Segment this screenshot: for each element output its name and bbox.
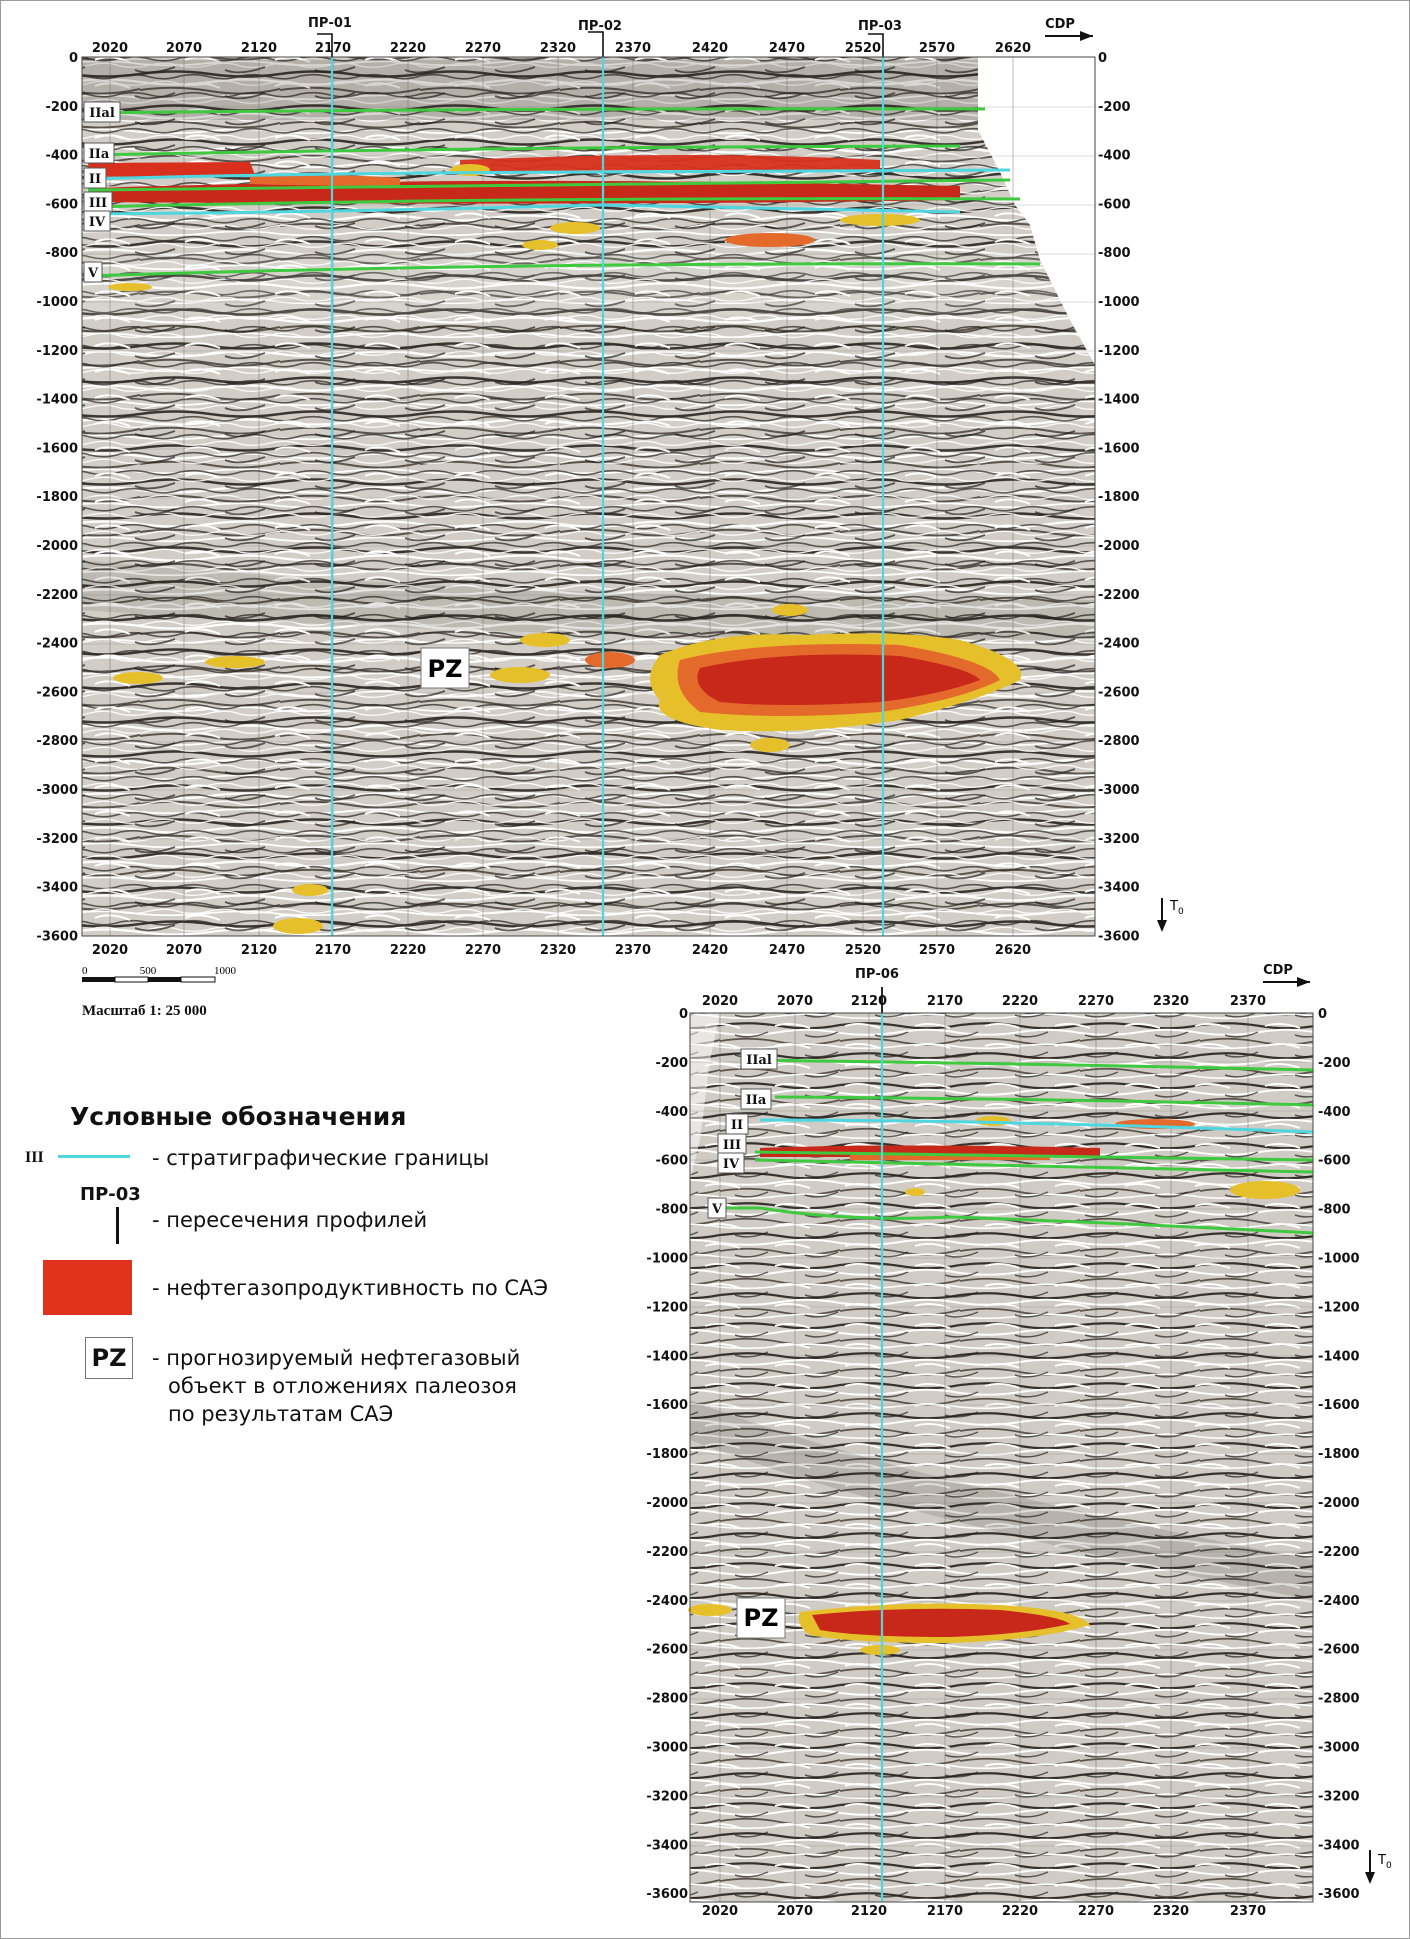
legend-productivity-text: - нефтегазопродуктивность по САЭ [152, 1276, 549, 1300]
cdp-tick-top-bottom: 2420 [691, 943, 729, 958]
time-tick-bottom-left: -2600 [646, 1642, 688, 1658]
time-tick-top-right: -3200 [1098, 831, 1140, 847]
time-tick-top-right: -3600 [1098, 929, 1140, 945]
cdp-tick-top: 2120 [240, 41, 278, 56]
cdp-tick-bottom: 2120 [850, 994, 888, 1009]
horizon-label-IV: IV [88, 215, 106, 230]
time-tick-top-left: -2800 [36, 734, 78, 750]
cdp-tick-bottom-bottom: 2020 [701, 1904, 739, 1919]
cdp-tick-top-bottom: 2070 [165, 943, 203, 958]
time-tick-bottom-right: -3000 [1318, 1740, 1360, 1756]
time-label-bottom: $T_0$ [1378, 1853, 1392, 1871]
legend-boundary-text: - стратиграфические границы [152, 1146, 490, 1170]
time-tick-bottom-left: -3400 [646, 1838, 688, 1854]
cdp-tick-top-bottom: 2320 [539, 943, 577, 958]
time-tick-bottom-right: -3400 [1318, 1838, 1360, 1854]
legend-pz-text-3: по результатам САЭ [168, 1402, 394, 1426]
time-tick-top-left: -1400 [36, 392, 78, 408]
time-tick-bottom-right: -2000 [1318, 1496, 1360, 1511]
time-tick-top-left: -2000 [36, 539, 78, 554]
time-tick-bottom-left: -1200 [646, 1300, 688, 1316]
cdp-tick-bottom-bottom: 2320 [1152, 1904, 1190, 1919]
cdp-tick-top: 2470 [768, 41, 806, 56]
time-tick-top-left: 0 [68, 51, 78, 66]
horizon-label-IIa: IIa [745, 1093, 767, 1108]
scale-tick-0: 0 [82, 965, 88, 977]
cdp-label-top: CDP [1045, 17, 1075, 32]
cdp-tick-bottom: 2370 [1229, 994, 1267, 1009]
cdp-tick-bottom: 2220 [1001, 994, 1039, 1009]
legend-pz-text-1: - прогнозируемый нефтегазовый [152, 1346, 521, 1370]
time-tick-top-left: -800 [45, 246, 78, 262]
time-tick-top-right: -400 [1098, 148, 1131, 164]
time-tick-top-right: -3400 [1098, 880, 1140, 896]
time-tick-bottom-left: -1800 [646, 1447, 688, 1463]
time-tick-bottom-right: -3600 [1318, 1887, 1360, 1903]
time-tick-bottom-left: -1000 [646, 1251, 688, 1267]
pz-label-top: PZ [427, 655, 463, 683]
time-tick-top-left: -2600 [36, 685, 78, 701]
horizon-label-V: V [87, 266, 99, 281]
horizon-label-V: V [711, 1202, 723, 1217]
time-tick-bottom-right: -2800 [1318, 1691, 1360, 1707]
scale-tick-500: 500 [139, 965, 157, 977]
cdp-tick-top: 2520 [844, 41, 882, 56]
time-tick-bottom-right: -400 [1318, 1104, 1351, 1120]
cdp-tick-bottom: 2020 [701, 994, 739, 1009]
time-tick-top-right: -1600 [1098, 441, 1140, 457]
legend-boundary-line [58, 1155, 130, 1158]
profile-label-pr02: ПР-02 [578, 19, 622, 34]
time-tick-top-left: -1000 [36, 295, 78, 310]
time-tick-top-right: -1200 [1098, 343, 1140, 359]
cdp-tick-bottom-bottom: 2120 [850, 1904, 888, 1919]
time-tick-bottom-right: -2600 [1318, 1642, 1360, 1658]
cdp-tick-top: 2620 [994, 41, 1032, 56]
time-tick-bottom-left: -400 [655, 1104, 688, 1120]
legend-profile-text: - пересечения профилей [152, 1208, 428, 1232]
cdp-tick-bottom-bottom: 2270 [1077, 1904, 1115, 1919]
horizon-label-IIal: IIal [89, 106, 115, 121]
time-tick-bottom-left: -800 [655, 1202, 688, 1218]
time-tick-top-left: -2200 [36, 587, 78, 603]
time-label-top: $T_0$ [1170, 899, 1184, 917]
time-tick-bottom-right: 0 [1318, 1007, 1328, 1022]
cdp-tick-top-bottom: 2170 [314, 943, 352, 958]
time-tick-top-right: 0 [1098, 51, 1108, 66]
time-tick-top-right: -2400 [1098, 636, 1140, 652]
time-tick-bottom-right: -1600 [1318, 1398, 1360, 1414]
cdp-tick-top: 2070 [165, 41, 203, 56]
time-tick-top-left: -3200 [36, 831, 78, 847]
horizon-label-IIa: IIa [88, 147, 110, 162]
cdp-tick-top-bottom: 2370 [614, 943, 652, 958]
time-tick-bottom-left: -200 [655, 1055, 688, 1071]
time-tick-top-left: -3000 [36, 783, 78, 798]
time-tick-top-right: -2000 [1098, 539, 1140, 554]
cdp-tick-bottom-bottom: 2370 [1229, 1904, 1267, 1919]
cdp-tick-top: 2270 [464, 41, 502, 56]
time-tick-top-left: -200 [45, 99, 78, 115]
time-tick-top-left: -1800 [36, 490, 78, 506]
time-tick-bottom-left: -2400 [646, 1593, 688, 1609]
time-tick-top-left: -3400 [36, 880, 78, 896]
cdp-tick-bottom-bottom: 2170 [926, 1904, 964, 1919]
time-tick-top-left: -3600 [36, 929, 78, 945]
legend-pz-text-2: объект в отложениях палеозоя [168, 1374, 517, 1398]
legend-title: Условные обозначения [70, 1102, 407, 1131]
time-tick-bottom-left: -600 [655, 1153, 688, 1169]
time-tick-bottom-right: -3200 [1318, 1789, 1360, 1805]
legend-productivity-swatch [43, 1260, 132, 1315]
cdp-tick-top: 2220 [389, 41, 427, 56]
cdp-tick-top-bottom: 2120 [240, 943, 278, 958]
cdp-label-bottom: CDP [1263, 963, 1293, 978]
cdp-tick-bottom: 2070 [776, 994, 814, 1009]
time-tick-bottom-right: -600 [1318, 1153, 1351, 1169]
pz-label-bottom: PZ [743, 1604, 779, 1632]
time-tick-top-right: -3000 [1098, 783, 1140, 798]
time-tick-top-right: -800 [1098, 246, 1131, 262]
cdp-tick-top-bottom: 2570 [918, 943, 956, 958]
cdp-tick-top: 2420 [691, 41, 729, 56]
time-tick-bottom-right: -2200 [1318, 1544, 1360, 1560]
time-tick-top-right: -600 [1098, 197, 1131, 213]
cdp-tick-top: 2020 [91, 41, 129, 56]
cdp-tick-top: 2570 [918, 41, 956, 56]
time-tick-bottom-left: 0 [678, 1007, 688, 1022]
cdp-tick-top: 2370 [614, 41, 652, 56]
cdp-tick-top-bottom: 2020 [91, 943, 129, 958]
time-tick-top-left: -400 [45, 148, 78, 164]
cdp-tick-top-bottom: 2270 [464, 943, 502, 958]
cdp-tick-top-bottom: 2620 [994, 943, 1032, 958]
time-tick-bottom-left: -2200 [646, 1544, 688, 1560]
time-tick-bottom-right: -1400 [1318, 1349, 1360, 1365]
cdp-tick-top: 2170 [314, 41, 352, 56]
scale-tick-1000: 1000 [214, 965, 236, 977]
time-tick-bottom-left: -1400 [646, 1349, 688, 1365]
time-tick-bottom-right: -800 [1318, 1202, 1351, 1218]
time-tick-top-right: -1400 [1098, 392, 1140, 408]
time-tick-bottom-left: -3000 [646, 1740, 688, 1756]
time-tick-top-left: -1200 [36, 343, 78, 359]
time-tick-top-left: -600 [45, 197, 78, 213]
time-tick-bottom-right: -1000 [1318, 1251, 1360, 1267]
legend-boundary-symbol: III [25, 1149, 44, 1166]
time-tick-top-right: -2600 [1098, 685, 1140, 701]
time-tick-bottom-left: -2800 [646, 1691, 688, 1707]
scale-caption: Масштаб 1: 25 000 [82, 1003, 207, 1019]
cdp-tick-bottom: 2320 [1152, 994, 1190, 1009]
time-tick-top-right: -2800 [1098, 734, 1140, 750]
horizon-label-II: II [730, 1118, 744, 1133]
cdp-tick-top-bottom: 2520 [844, 943, 882, 958]
time-tick-bottom-right: -1200 [1318, 1300, 1360, 1316]
profile-label-pr06: ПР-06 [855, 967, 899, 982]
time-tick-top-right: -1800 [1098, 490, 1140, 506]
cdp-tick-bottom-bottom: 2070 [776, 1904, 814, 1919]
time-tick-top-right: -200 [1098, 99, 1131, 115]
time-tick-bottom-left: -3600 [646, 1887, 688, 1903]
time-tick-top-left: -2400 [36, 636, 78, 652]
cdp-tick-bottom-bottom: 2220 [1001, 1904, 1039, 1919]
legend-profile-marker [116, 1207, 119, 1244]
time-tick-bottom-right: -1800 [1318, 1447, 1360, 1463]
time-tick-bottom-right: -200 [1318, 1055, 1351, 1071]
legend-pz-symbol: PZ [85, 1337, 133, 1379]
profile-label-pr01: ПР-01 [308, 16, 352, 31]
cdp-tick-bottom: 2170 [926, 994, 964, 1009]
horizon-label-IV: IV [722, 1157, 740, 1172]
cdp-tick-top-bottom: 2470 [768, 943, 806, 958]
legend-profile-symbol: ПР-03 [80, 1184, 141, 1205]
time-tick-bottom-left: -2000 [646, 1496, 688, 1511]
profile-label-pr03: ПР-03 [858, 19, 902, 34]
time-tick-top-left: -1600 [36, 441, 78, 457]
time-tick-top-right: -1000 [1098, 295, 1140, 310]
time-tick-top-right: -2200 [1098, 587, 1140, 603]
cdp-tick-top-bottom: 2220 [389, 943, 427, 958]
horizon-label-III: III [88, 196, 108, 211]
time-tick-bottom-right: -2400 [1318, 1593, 1360, 1609]
time-tick-bottom-left: -1600 [646, 1398, 688, 1414]
cdp-tick-bottom: 2270 [1077, 994, 1115, 1009]
horizon-label-IIal: IIal [746, 1053, 772, 1068]
horizon-label-III: III [722, 1138, 742, 1153]
cdp-tick-top: 2320 [539, 41, 577, 56]
time-tick-bottom-left: -3200 [646, 1789, 688, 1805]
horizon-label-II: II [88, 172, 102, 187]
